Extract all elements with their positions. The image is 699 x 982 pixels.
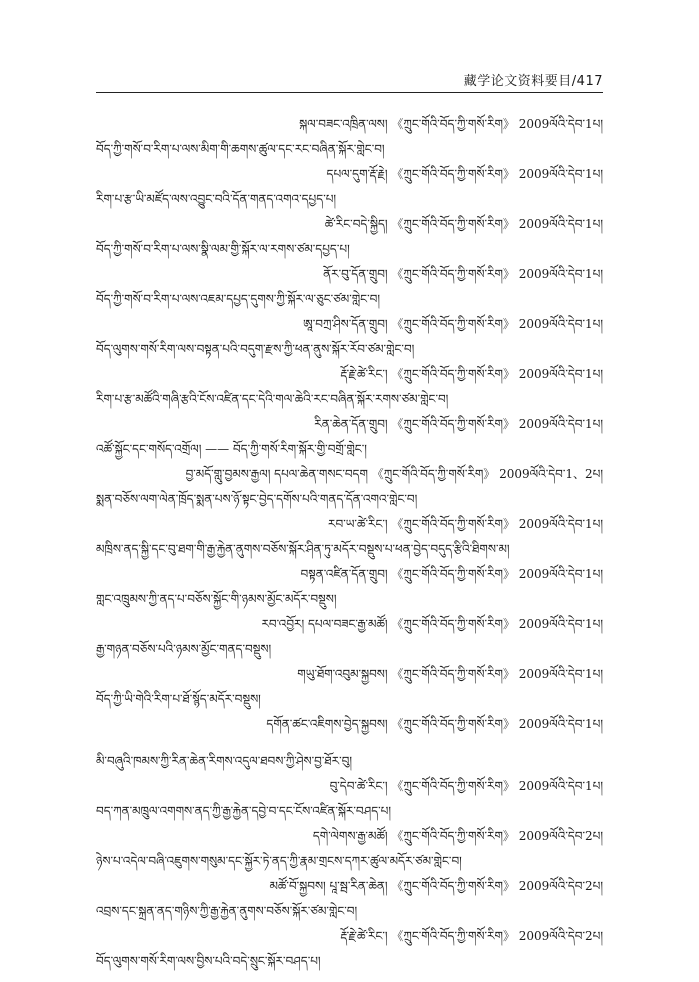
bibliography-entry bbox=[96, 162, 603, 212]
entry-source: ཚེ་རིང་བདེ་སྐྱིད། 《ཀྲུང་གོའི་བོད་ཀྱི་གསོ་རིག》 2009ལོའི་དེབ་1པ། bbox=[324, 217, 603, 231]
entry-source: གཡུ་ཐོག་འབུམ་སྐྱབས། 《ཀྲུང་གོའི་བོད་ཀྱི་གསོ་རིག》 2009ལོའི་དེབ་1པ། bbox=[297, 667, 603, 681]
entry-source: བུ་དེབ་ཚེ་རིང་། 《ཀྲུང་གོའི་བོད་ཀྱི་གསོ་རིག》 2009ལོའི་དེབ་1པ། bbox=[329, 779, 603, 793]
bibliography-entry bbox=[96, 612, 603, 662]
bibliography-entry bbox=[96, 662, 603, 712]
entry-title: བོད་ལུགས་གསོ་རིག་ལས་བསྟན་པའི་བདུག་རྫས་ཀྱི་ཕན་ནུས་སྐོར་རོབ་ཙམ་གླེང་བ། bbox=[96, 342, 415, 356]
entry-title: རིག་པ་རྩ་ཡི་མཛོད་ལས་འབྱུང་བའི་དོན་གནད་འགའ་དཔྱད་པ། bbox=[96, 192, 337, 206]
entry-title: མི་བཞུའི་ཁམས་ཀྱི་རིན་ཆེན་རིགས་འདུལ་ཐབས་ཀྱི་ཤེས་བྱ་ཐོར་བུ། bbox=[96, 754, 352, 768]
entry-source: རིན་ཆེན་དོན་གྲུབ། 《ཀྲུང་གོའི་བོད་ཀྱི་གསོ་རིག》 2009ལོའི་དེབ་1པ། bbox=[314, 417, 603, 431]
entry-title: རྒྱ་གཉན་བཅོས་པའི་ཉམས་མྱོང་གནད་བསྡུས། bbox=[96, 642, 272, 656]
entry-source: རྡོ་རྗེ་ཚེ་རིང་། 《ཀྲུང་གོའི་བོད་ཀྱི་གསོ་རིག》 2009ལོའི་དེབ་2པ། bbox=[340, 929, 603, 943]
bibliography-entry bbox=[96, 924, 603, 974]
bibliography-entry bbox=[96, 712, 603, 737]
bibliography-entry bbox=[96, 262, 603, 312]
entry-title: རིག་པ་རྩ་མཚོའི་གཞི་རྩའི་ངོས་འཛིན་དང་དེའི་གལ་ཆེའི་རང་བཞིན་སྐོར་རགས་ཙམ་གླེང་བ། bbox=[96, 392, 449, 406]
entry-title: གླང་འཁྲུམས་ཀྱི་ནད་པ་བཅོས་སྐྱོང་གི་ཉམས་མྱོང་མདོར་བསྡུས། bbox=[96, 592, 337, 606]
bibliography-entry bbox=[96, 462, 603, 512]
bibliography-entry bbox=[96, 412, 603, 462]
bibliography-entry bbox=[96, 774, 603, 824]
entry-title: མཁྲིས་ནད་སྐྱི་དང་བུ་ཐག་གི་རྒྱ་རྐྱེན་ནུགས་བཅོས་སྐོར་ཤིན་ཏུ་མདོར་བསྡུས་པ་ཕན་བྱེད་བདུད་རྩིའི་ཐིགས་མ། bbox=[96, 542, 510, 556]
entry-title: འབྲས་དང་སྐྲན་ནད་གཉིས་ཀྱི་རྒྱ་རྐྱེན་ནུགས་བཅོས་སྐོར་ཙམ་གླེང་བ། bbox=[96, 904, 358, 918]
bibliography-list bbox=[96, 112, 603, 974]
entry-title: སྨན་བཅོས་ལག་ལེན་ཁྲོད་སྨན་པས་ཉོ་སྟང་བྱེད་དགོས་པའི་གནད་དོན་འགའ་གླེང་བ། bbox=[96, 492, 418, 506]
entry-source: རབ་འབྱོར། དཔལ་བཟང་རྒྱ་མཚོ། 《ཀྲུང་གོའི་བོད་ཀྱི་གསོ་རིག》 2009ལོའི་དེབ་1པ། bbox=[261, 617, 603, 631]
entry-source: རྡོ་རྗེ་ཚེ་རིང་། 《ཀྲུང་གོའི་བོད་ཀྱི་གསོ་རིག》 2009ལོའི་དེབ་1པ། bbox=[340, 367, 603, 381]
entry-title: འཚོ་སྐྱོང་དང་གསོད་འགྲོལ། —— བོད་ཀྱི་གསོ་རིག་སྐོར་གྱི་བགྲོ་གླེང་། bbox=[96, 442, 367, 456]
entry-source: ནོར་བུ་དོན་གྲུབ། 《ཀྲུང་གོའི་བོད་ཀྱི་གསོ་རིག》 2009ལོའི་དེབ་1པ། bbox=[323, 267, 603, 281]
page-number: /417 bbox=[571, 74, 603, 89]
entry-title: བོད་ཀྱི་གསོ་བ་རིག་པ་ལས་སྣི་ལམ་གྱི་སྐོར་ལ་རགས་ཙམ་དཔྱད་པ། bbox=[96, 242, 350, 256]
bibliography-entry bbox=[96, 749, 603, 774]
entry-title: བོད་ཀྱི་གསོ་བ་རིག་པ་ལས་འཇམ་དཔྱད་དུགས་ཀྱི་སྐོར་ལ་ཅུང་ཙམ་གླེང་བ། bbox=[96, 292, 380, 306]
entry-source: དགེ་ལེགས་རྒྱ་མཚོ། 《ཀྲུང་གོའི་བོད་ཀྱི་གསོ་རིག》 2009ལོའི་དེབ་2པ། bbox=[312, 829, 603, 843]
bibliography-entry bbox=[96, 874, 603, 924]
bibliography-entry bbox=[96, 512, 603, 562]
entry-title: བོད་ལུགས་གསོ་རིག་ལས་བྱིས་པའི་བདེ་སྲུང་སྐོར་བཤད་པ། bbox=[96, 954, 321, 968]
entry-source: རབ་ཡ་ཚེ་རིང་། 《ཀྲུང་གོའི་བོད་ཀྱི་གསོ་རིག》 2009ལོའི་དེབ་1པ། bbox=[328, 517, 603, 531]
entry-source: དགོན་ཚང་འཇིགས་བྱེད་སྐྱབས། 《ཀྲུང་གོའི་བོད་ཀྱི་གསོ་རིག》 2009ལོའི་དེབ་1པ། bbox=[266, 717, 603, 731]
journal-title: 藏学论文资料要目 bbox=[463, 74, 572, 89]
entry-source: དཔལ་དུག་རྡོ་རྗེ། 《ཀྲུང་གོའི་བོད་ཀྱི་གསོ་རིག》 2009ལོའི་དེབ་1པ། bbox=[326, 167, 603, 181]
entry-title: བོད་ཀྱི་གསོ་བ་རིག་པ་ལས་མིག་གི་ཆགས་ཚུལ་དང་རང་བཞིན་སྐོར་གླེང་བ། bbox=[96, 142, 385, 156]
entry-title: བོད་ཀྱི་ཡི་གེའི་རིག་པ་ཐོ་སྙོད་མདོར་བསྡུས། bbox=[96, 692, 261, 706]
page-header bbox=[96, 70, 603, 93]
entry-title: ཉེས་པ་འདེལ་བཞི་འཇུགས་གསུམ་དང་སྐྱོར་ཏེ་ནད་ཀྱི་རྣམ་གྲངས་དཀར་ཚུལ་མདོར་ཙམ་གླེང་བ། bbox=[96, 854, 462, 868]
entry-source: བྱ་མདོ་གླུ་བྱམས་རྒྱལ། དཔལ་ཆེན་གསང་བདག 《ཀྲུང་གོའི་བོད་ཀྱི་གསོ་རིག》 2009ལོའི་དེབ་1、2པ། bbox=[185, 467, 603, 481]
bibliography-entry bbox=[96, 112, 603, 162]
bibliography-entry bbox=[96, 562, 603, 612]
entry-source: སྐལ་བཟང་འཁྲིན་ལས། 《ཀྲུང་གོའི་བོད་ཀྱི་གསོ་རིག》 2009ལོའི་དེབ་1པ། bbox=[299, 117, 603, 131]
bibliography-entry bbox=[96, 212, 603, 262]
bibliography-entry bbox=[96, 362, 603, 412]
entry-source: མཚོ་བོ་སྐྱབས། པཱ་སྦ་རིན་ཆེན། 《ཀྲུང་གོའི་བོད་ཀྱི་གསོ་རིག》 2009ལོའི་དེབ་2པ། bbox=[269, 879, 603, 893]
running-title bbox=[464, 70, 603, 89]
bibliography-entry bbox=[96, 312, 603, 362]
section-gap bbox=[96, 737, 603, 749]
entry-source: བསྟན་འཛིན་དོན་གྲུབ། 《ཀྲུང་གོའི་བོད་ཀྱི་གསོ་རིག》 2009ལོའི་དེབ་1པ། bbox=[300, 567, 603, 581]
entry-source: ཨཱ་བཀྲ་ཤིས་དོན་གྲུབ། 《ཀྲུང་གོའི་བོད་ཀྱི་གསོ་རིག》 2009ལོའི་དེབ་1པ། bbox=[303, 317, 603, 331]
bibliography-entry bbox=[96, 824, 603, 874]
entry-title: བད་ཀན་མཁྲུལ་འགགས་ནད་ཀྱི་རྒྱ་རྐྱེན་དབྱེ་བ་དང་ངོས་འཛིན་སྐོར་བཤད་པ། bbox=[96, 804, 392, 818]
